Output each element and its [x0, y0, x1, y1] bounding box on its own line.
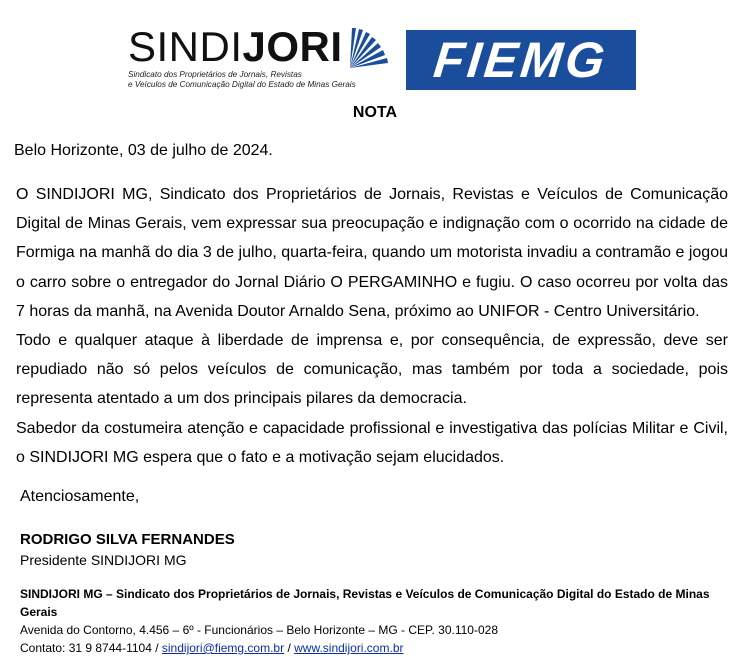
footer-separator: / — [284, 641, 295, 655]
body-paragraph: O SINDIJORI MG, Sindicato dos Proprietários de Jornais, Revistas e Veículos de Comunicação Digital de Minas Gerais, vem expressar sua preocupação e indignação com o ocorrido na cidade de Formiga na manhã do dia 3 de julho, quarta-feira, quando um motorista invadiu a contramão e jogou o carro sobre o entregador do Jornal Diário O PERGAMINHO e fugiu. O caso ocorreu por volta das 7 horas da manhã, na Avenida Doutor Arnaldo Sena, próximo ao UNIFOR - Centro Universitário. — [16, 186, 728, 320]
sindijori-logo — [126, 23, 388, 90]
document-title: NOTA — [352, 104, 398, 121]
date-line: Belo Horizonte, 03 de julho de 2024. — [14, 142, 273, 159]
body-paragraph: Todo e qualquer ataque à liberdade de imprensa e, por consequência, de expressão, deve ser repudiado não só pelos veículos de comunicação, mas também por toda a sociedade, pois representa atentado a um dos principais pilares da democracia. — [16, 332, 728, 408]
signature-role: Presidente SINDIJORI MG — [20, 552, 187, 568]
document-body — [16, 180, 728, 472]
footer-address: Avenida do Contorno, 4.456 – 6º - Funcionários – Belo Horizonte – MG - CEP. 30.110-028 — [20, 623, 499, 637]
footer-contact — [20, 639, 736, 657]
sindijori-logo-wordmark — [128, 24, 343, 70]
fiemg-logo-wordmark: FIEMG — [431, 32, 611, 88]
sindijori-logo-word-left: SINDI — [128, 23, 243, 70]
fan-icon — [350, 28, 390, 68]
email-link[interactable]: sindijori@fiemg.com.br — [161, 641, 285, 655]
footer-org-line: SINDIJORI MG – Sindicato dos Proprietários de Jornais, Revistas e Veículos de Comunicação Digital do Estado de Minas Gerais — [20, 587, 710, 619]
sindijori-logo-subtitle-line2: e Veículos de Comunicação Digital do Estado de Minas Gerais — [128, 80, 356, 89]
body-paragraph: Sabedor da costumeira atenção e capacidade profissional e investigativa das polícias Militar e Civil, o SINDIJORI MG espera que o fato e a motivação sejam elucidados. — [16, 419, 728, 466]
signature-name: RODRIGO SILVA FERNANDES — [20, 531, 235, 548]
sindijori-logo-subtitle — [128, 70, 388, 90]
footer-contact-label: Contato: 31 9 8744-1104 / — [20, 641, 162, 655]
sindijori-logo-word-right: JORI — [242, 23, 343, 70]
fiemg-logo — [406, 30, 636, 90]
closing-line: Atenciosamente, — [20, 488, 140, 505]
website-link[interactable]: www.sindijori.com.br — [294, 641, 404, 655]
footer — [20, 585, 736, 657]
sindijori-logo-subtitle-line1: Sindicato dos Proprietários de Jornais, Revistas — [128, 70, 302, 79]
